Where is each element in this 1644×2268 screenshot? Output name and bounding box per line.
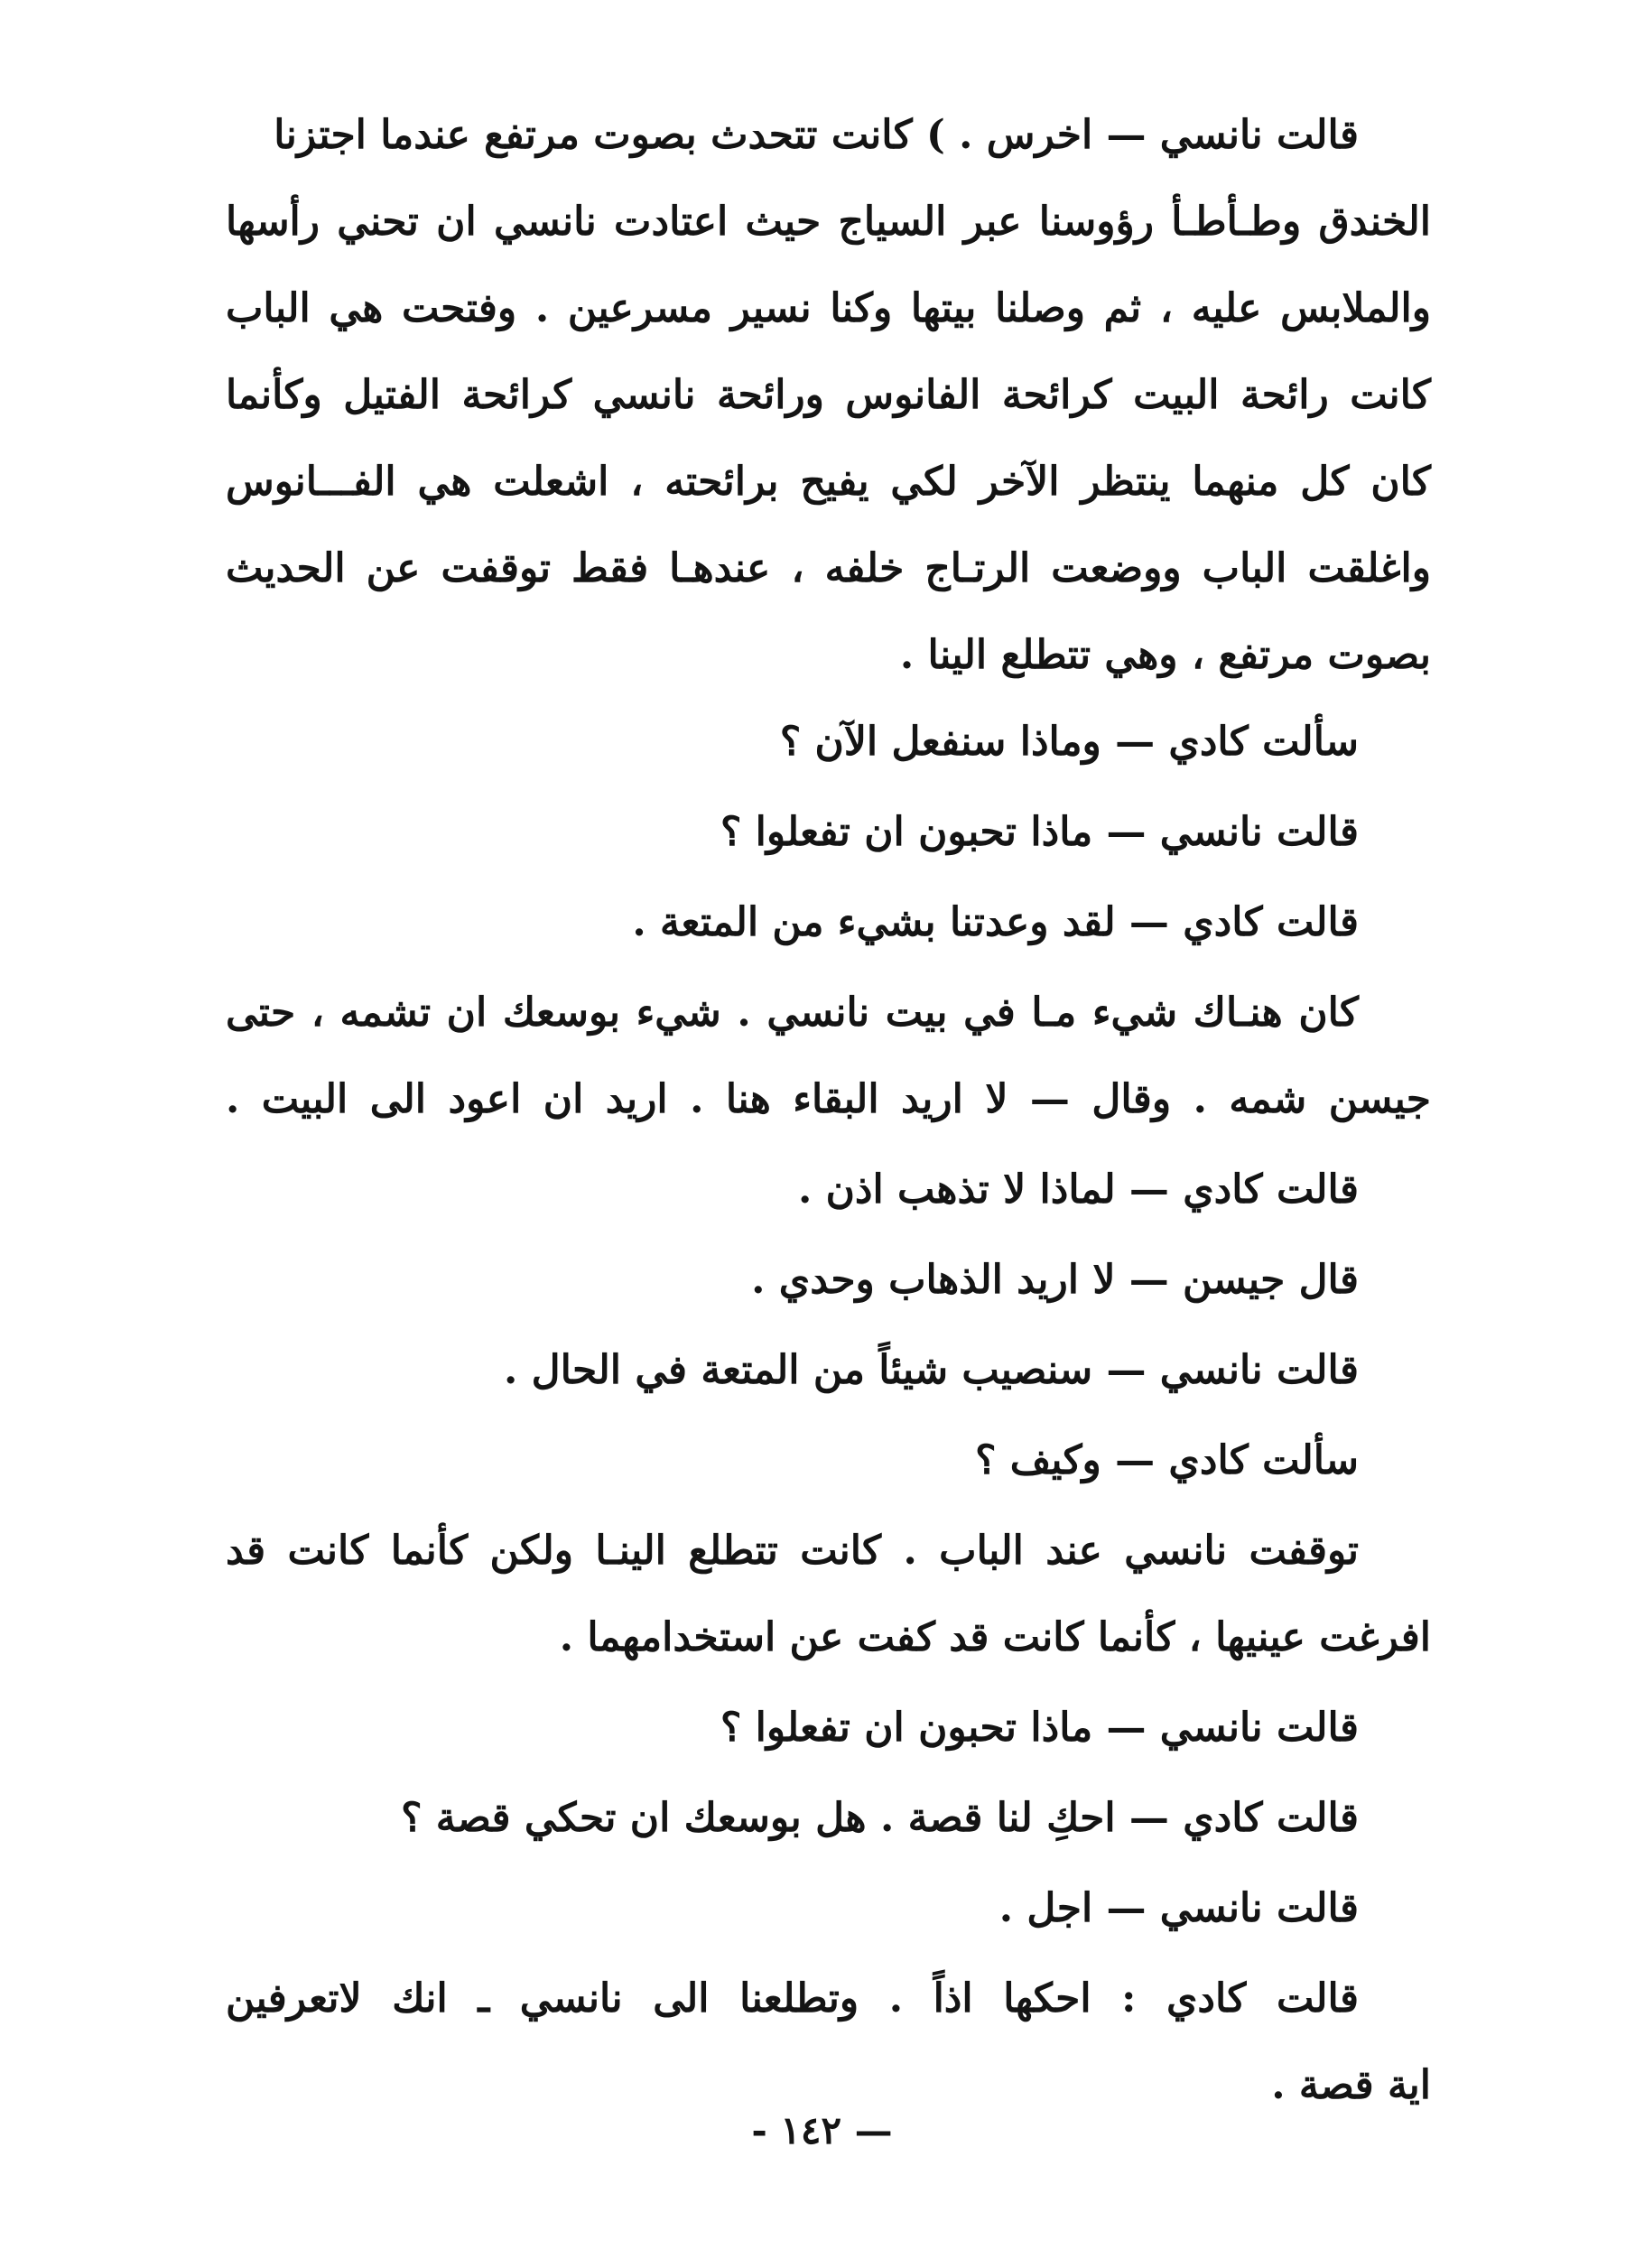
dialogue-line: قالت كادي — لقد وعدتنا بشيء من المتعة .: [632, 899, 1359, 945]
dialogue-line: سألت كادي — وكيف ؟: [975, 1437, 1359, 1483]
paragraph-line: قالت كادي : احكها اذاً . وتطلعنا الى نانسي ـ انك لاتعرفين: [226, 1975, 1359, 2022]
page-number: — ١٤٢ -: [751, 2108, 893, 2152]
dialogue-line: قال جيسن — لا اريد الذهاب وحدي .: [751, 1257, 1359, 1303]
paragraph-line: جيسن شمه . وقال — لا اريد البقاء هنا . اريد ان اعود الى البيت .: [226, 1076, 1431, 1122]
dialogue-line: سألت كادي — وماذا سنفعل الآن ؟: [779, 719, 1359, 765]
paragraph-line: افرغت عينيها ، كأنما كانت قد كفت عن استخدامهما .: [559, 1614, 1431, 1660]
paragraph-line: اية قصة .: [1271, 2062, 1431, 2108]
paragraph-line: قالت نانسي — اخرس . ) كانت تتحدث بصوت مرتفع عندما اجتزنا: [274, 112, 1359, 158]
paragraph-line: والملابس عليه ، ثم وصلنا بيتها وكنا نسير مسرعين . وفتحت هي الباب: [226, 285, 1431, 331]
dialogue-line: قالت نانسي — ماذا تحبون ان تفعلوا ؟: [720, 809, 1359, 855]
dialogue-line: قالت نانسي — اجل .: [998, 1885, 1359, 1931]
dialogue-line: قالت نانسي — سنصيب شيئاً من المتعة في الحال .: [503, 1347, 1359, 1393]
dialogue-line: قالت نانسي — ماذا تحبون ان تفعلوا ؟: [720, 1705, 1359, 1751]
paragraph-line: كان هنـاك شيء مـا في بيت نانسي . شيء بوسعك ان تشمه ، حتى: [226, 990, 1359, 1036]
paragraph-line: كان كل منهما ينتظر الآخر لكي يفيح برائحته ، اشعلت هي الفـــانوس: [226, 459, 1431, 505]
dialogue-line: قالت كادي — احكِ لنا قصة . هل بوسعك ان تحكي قصة ؟: [401, 1795, 1359, 1841]
dialogue-line: قالت كادي — لماذا لا تذهب اذن .: [797, 1167, 1359, 1213]
paragraph-line: كانت رائحة البيت كرائحة الفانوس ورائحة نانسي كرائحة الفتيل وكأنما: [226, 372, 1431, 418]
paragraph-line: الخندق وطـأطـأ رؤوسنا عبر السياج حيث اعتادت نانسي ان تحني رأسها: [226, 199, 1431, 245]
paragraph-line: واغلقت الباب ووضعت الرتـاج خلفه ، عندهـا فقط توقفت عن الحديث: [226, 545, 1431, 591]
paragraph-line: بصوت مرتفع ، وهي تتطلع الينا .: [899, 632, 1431, 678]
paragraph-line: توقفت نانسي عند الباب . كانت تتطلع الينـا ولكن كأنما كانت قد: [226, 1528, 1359, 1574]
